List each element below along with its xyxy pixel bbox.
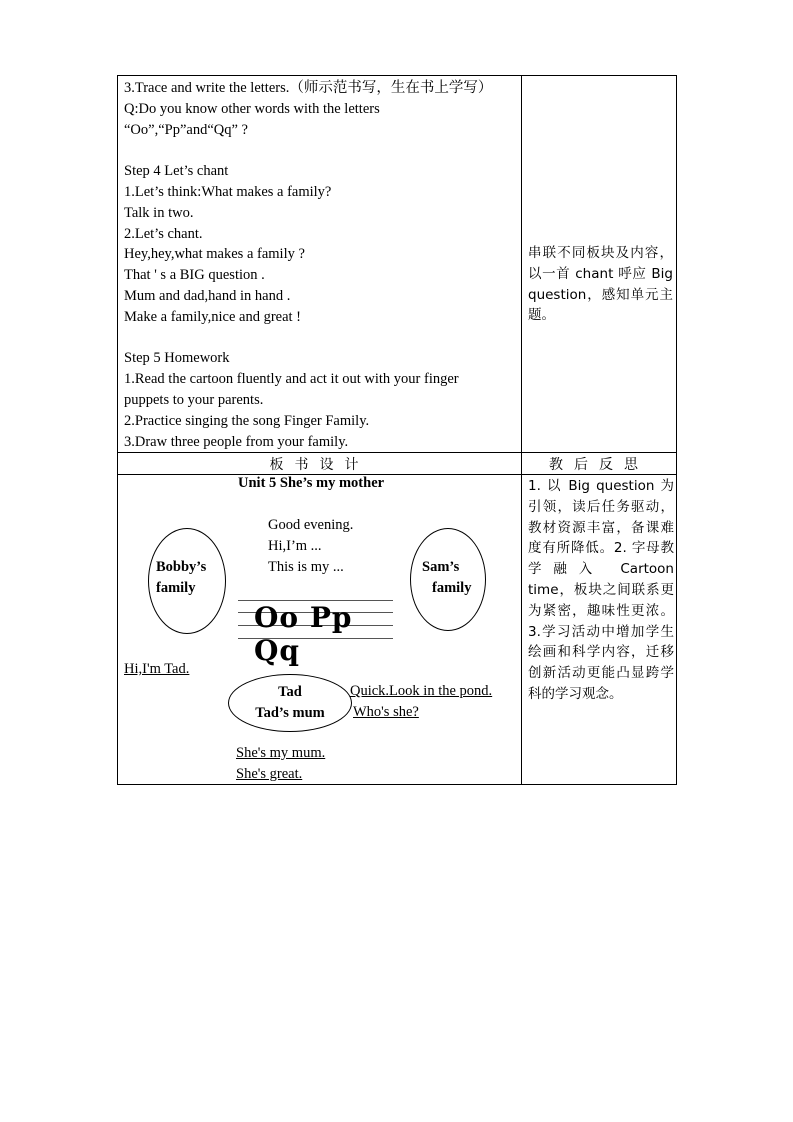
board-title: Unit 5 She’s my mother (238, 475, 385, 491)
design-note: 串联不同板块及内容，以一首 chant 呼应 Big question，感知单元主题。 (528, 245, 673, 324)
procedure-line (124, 140, 492, 161)
greeting-line: Hi,I’m ... (268, 538, 322, 554)
bobby-family-label (156, 557, 206, 599)
procedure-line: 1.Read the cartoon fluently and act it out with your finger (124, 371, 459, 388)
procedure-line: 2.Practice singing the song Finger Family. (124, 412, 370, 429)
column-divider (521, 76, 522, 784)
sam-label-line: family (432, 580, 472, 596)
hi-tad-text: Hi,I'm Tad. (124, 661, 190, 677)
tad-label (228, 682, 352, 724)
tad-label-line: Tad’s mum (255, 705, 325, 721)
procedure-line: Step 5 Homework (124, 350, 230, 367)
procedure-line: Hey,hey,what makes a family ? (124, 246, 305, 263)
procedure-line: “Oo”,“Pp”and“Qq” ? (124, 121, 248, 138)
procedure-line: That ' s a BIG question . (124, 267, 265, 284)
whos-she-text: Who's she? (353, 704, 419, 720)
tad-label-line: Tad (278, 684, 302, 700)
sam-family-label (422, 557, 471, 599)
quick-look-text: Quick.Look in the pond. (350, 683, 493, 699)
procedure-line: Make a family,nice and great ! (124, 308, 302, 325)
procedure-line: Mum and dad,hand in hand . (124, 287, 291, 304)
procedure-line: 1.Let’s think:What makes a family? (124, 183, 332, 200)
lesson-table (117, 75, 677, 785)
reflection-text: 1. 以 Big question 为引领，读后任务驱动，教材资源丰富，备课难度有所降低。2. 字母教学融入 Cartoon time，板块之间联系更为紧密，趣味性更浓。3.学习活动中增加学生绘画和科学内容，迁移创新活动更能凸显跨学科的学习观念。 (528, 478, 674, 702)
board-design-header: 板书设计 (269, 457, 370, 473)
procedure-line (124, 328, 492, 349)
bobby-label-line: family (156, 580, 196, 596)
procedure-line: Step 4 Let’s chant (124, 163, 229, 180)
letters-text: Oo Pp Qq (254, 601, 353, 667)
shes-great-text: She's great. (236, 766, 303, 782)
reflection-header: 教后反思 (549, 457, 649, 473)
procedure-line: Q:Do you know other words with the letters (124, 100, 380, 117)
procedure-line: 3.Trace and write the letters.（师示范书写，生在书上学写） (124, 80, 493, 96)
greeting-line: This is my ... (268, 559, 344, 575)
procedure-line: 3.Draw three people from your family. (124, 433, 349, 450)
procedure-line: Talk in two. (124, 204, 194, 221)
greetings (268, 515, 353, 578)
procedure-text (124, 78, 492, 452)
procedure-line: 2.Let’s chant. (124, 225, 203, 242)
sam-label-line: Sam’s (422, 559, 460, 575)
shes-my-mum-text: She's my mum. (236, 745, 326, 761)
greeting-line: Good evening. (268, 517, 354, 533)
bobby-label-line: Bobby’s (156, 559, 207, 575)
procedure-line: puppets to your parents. (124, 391, 264, 408)
letter-practice (238, 598, 393, 667)
